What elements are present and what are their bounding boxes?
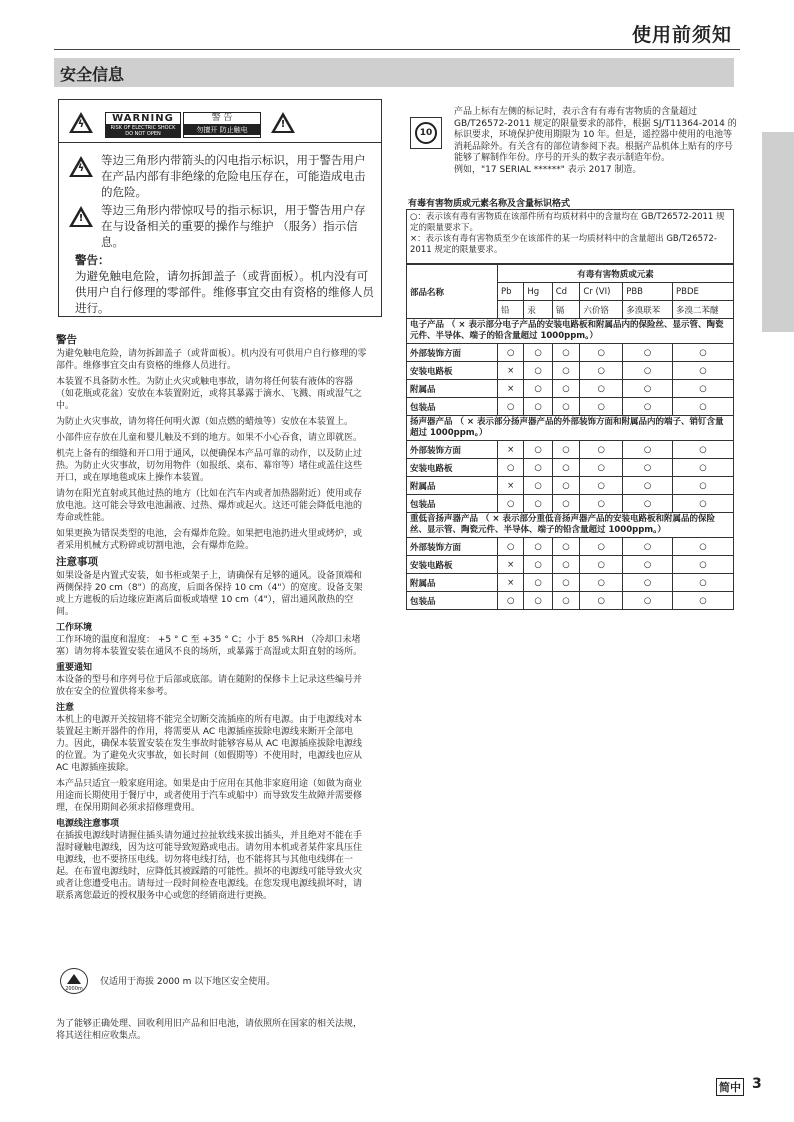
title-rule <box>54 49 740 50</box>
warning-note-title: 警告： <box>75 253 110 267</box>
warning-label-row <box>59 100 381 143</box>
substance-mark: ○ <box>673 592 734 610</box>
col-header-cn: 汞 <box>524 301 552 319</box>
substance-mark: ○ <box>623 574 673 592</box>
substance-mark: ○ <box>552 538 580 556</box>
col-header-cn: 六价铬 <box>580 301 623 319</box>
legend-circle: ○：表示该有毒有害物质在该部件所有均质材料中的含量均在 GB/T26572-2011 规定的限量要求下。 <box>410 212 725 233</box>
substance-mark: ○ <box>552 495 580 513</box>
paragraph: 本产品只适宜一般家庭用途。如果是由于应用在其他非家庭用途（如做为商业用途而长期使用于餐厅中，或者使用于汽车或船中）而导致发生故障并需要修理，在保用期间必须求招修理费用。 <box>56 779 363 813</box>
substance-mark: × <box>498 362 524 380</box>
substance-mark: ○ <box>673 556 734 574</box>
table-row <box>407 477 734 495</box>
warning-heading: 警告 <box>56 334 77 346</box>
paragraph: 请勿在阳光直射或其他过热的地方（比如在汽车内或者加热器附近）使用或存放电池。这可能会导致电池漏液、过热、爆炸或起火。这还可能会降低电池的寿命或性能。 <box>56 489 363 523</box>
table-legend <box>406 209 734 264</box>
group-header: 电子产品 （ × 表示部分电子产品的安装电路板和附属品内的保险丝、显示管、陶瓷元件、半导体、端子的铅含量超过 1000ppm。） <box>407 319 734 344</box>
hazardous-substances-table <box>406 264 734 610</box>
part-name: 外部装饰方面 <box>407 441 498 459</box>
lightning-triangle-icon: ϟ <box>69 112 93 133</box>
col-header: Hg <box>524 283 552 301</box>
substance-mark: ○ <box>524 380 552 398</box>
table-title: 有毒有害物质或元素名称及含量标识格式 <box>408 199 571 209</box>
substance-mark: ○ <box>498 398 524 416</box>
table-row <box>407 344 734 362</box>
cn-warning-label <box>183 112 261 138</box>
substance-mark: ○ <box>673 495 734 513</box>
substance-mark: ○ <box>673 344 734 362</box>
language-badge: 简中 <box>716 1078 744 1096</box>
substance-mark: ○ <box>673 441 734 459</box>
table-row <box>407 380 734 398</box>
part-name: 外部装饰方面 <box>407 344 498 362</box>
substance-mark: ○ <box>552 556 580 574</box>
col-header: Cd <box>552 283 580 301</box>
paragraph: 为防止火灾事故，请勿将任何明火源（如点燃的蜡烛等）安放在本装置上。 <box>56 417 354 427</box>
substance-mark: ○ <box>623 441 673 459</box>
legend-cross: ×：表示该有毒有害物质至少在该部件的某一均质材料中的含量超出 GB/T26572-2011 规定的限量要求。 <box>410 234 717 255</box>
substance-mark: ○ <box>580 574 623 592</box>
cn-warning-sub: 勿擅开 防止触电 <box>184 125 260 135</box>
altitude-text: 仅适用于海拔 2000 m 以下地区安全使用。 <box>100 977 276 987</box>
paragraph: 本机上的电源开关按钮将不能完全切断交流插座的所有电源。由于电源线对本装置起主断开器件的作用，将需要从 AC 电源插座拔除电源线来断开全部电力。因此，确保本装置安装在发生事故时能够容易从 AC 电源插座拔除电源线的位置。为了避免火灾事故，如长时间（如假期等）不使用时，电源线也应从 AC 电源插座拔除。 <box>56 715 363 773</box>
paragraph: 在插拔电源线时请握住插头请勿通过拉扯软线来拔出插头，并且绝对不能在手湿时碰触电源线，因为这可能导致短路或电击。请勿用本机或者某件家具压住电源线，也不要挤压电线。切勿将电线打结，也不能将其与其他电线绑在一起。在布置电源线时，应降低其被踩踏的可能性。损坏的电源线可能导致火灾或者让您遭受电击。请每过一段时间检查电源线。在您发现电源线损坏时，请联系离您最近的授权服务中心或您的经销商进行更换。 <box>56 831 363 901</box>
substance-mark: ○ <box>623 362 673 380</box>
substance-mark: ○ <box>524 477 552 495</box>
lightning-triangle-icon: ϟ <box>69 156 93 177</box>
table-row <box>407 592 734 610</box>
substance-mark: ○ <box>580 441 623 459</box>
col-header-cn: 多溴二苯醚 <box>673 301 734 319</box>
substance-mark: ○ <box>524 495 552 513</box>
substance-mark: ○ <box>524 592 552 610</box>
page-title: 使用前须知 <box>631 24 732 46</box>
recycling-note: 为了能够正确处理、回收利用旧产品和旧电池，请依照所在国家的相关法规，将其送往相应收集点。 <box>56 1019 363 1041</box>
rohs-example: 例如，"17 SERIAL ******" 表示 2017 制造。 <box>454 164 642 175</box>
substance-mark: ○ <box>552 398 580 416</box>
substance-mark: ○ <box>524 344 552 362</box>
substance-mark: ○ <box>524 362 552 380</box>
note-heading: 注意 <box>56 703 75 713</box>
table-row <box>407 495 734 513</box>
substance-mark: ○ <box>673 459 734 477</box>
warning-label-sub: RISK OF ELECTRIC SHOCK DO NOT OPEN <box>106 125 180 137</box>
paragraph: 工作环境的温度和湿度： +5 ° C 至 +35 ° C；小于 85 %RH （冷却口未堵塞）请勿将本装置安装在通风不良的场所，或暴露于高湿或太阳直射的场所。 <box>56 635 363 657</box>
substance-mark: ○ <box>623 556 673 574</box>
substance-mark: ○ <box>524 398 552 416</box>
substance-mark: ○ <box>623 495 673 513</box>
table-row <box>407 459 734 477</box>
environmental-use-period-icon: 10 <box>410 117 442 149</box>
table-row <box>407 362 734 380</box>
left-column <box>56 330 370 906</box>
rohs-intro-text: 产品上标有左侧的标记时，表示含有有毒有害物质的含量超过 GB/T26572-2011 规定的限量要求的部件，根据 SJ/T11364-2014 的标识要求，环境保护使用期限为 10 年。但是，遥控器中使用的电池等消耗品除外。有关含有的部位请参阅下表。根据产品机体上贴有的序号能够了解制作年份。序号的开头的数字表示制造年份。 <box>454 107 737 163</box>
substance-mark: ○ <box>580 398 623 416</box>
table-row <box>407 441 734 459</box>
substance-mark: ○ <box>623 380 673 398</box>
paragraph: 如果设备是内置式安装，如书柜或架子上，请确保有足够的通风。设备顶端和两侧保持 20 cm（8"）的高度，后面各保持 10 cm（4"）的宽度。设备支架或上方遮板的后边缘应距离后面板或墙壁 10 cm（4"），留出通风散热的空间。 <box>56 571 363 617</box>
substance-mark: ○ <box>524 556 552 574</box>
substance-mark: ○ <box>552 459 580 477</box>
part-name: 安装电路板 <box>407 556 498 574</box>
warning-note-text: 为避免触电危险，请勿拆卸盖子（或背面板）。机内没有可供用户自行修理的零部件。维修事宜交由有资格的维修人员进行。 <box>75 269 374 315</box>
part-name: 安装电路板 <box>407 459 498 477</box>
substance-mark: ○ <box>623 538 673 556</box>
col-header: PBDE <box>673 283 734 301</box>
substance-mark: ○ <box>498 538 524 556</box>
group-header: 重低音扬声器产品 （ × 表示部分重低音扬声器产品的安装电路板和附属品的保险丝、显示管、陶瓷元件、半导体、端子的铅含量超过 1000ppm。） <box>407 513 734 538</box>
rohs-intro <box>454 107 738 176</box>
substance-mark: ○ <box>623 477 673 495</box>
substance-mark: ○ <box>580 477 623 495</box>
warning-label <box>105 112 181 138</box>
exclamation-explanation: 等边三角形内带惊叹号的指示标识，用于警告用户存在与设备相关的重要的操作与维护 （服务）指示信息。 <box>101 203 366 249</box>
notice-heading: 重要通知 <box>56 663 93 673</box>
power-cord-heading: 电源线注意事项 <box>56 819 120 829</box>
substance-mark: × <box>498 556 524 574</box>
substance-mark: ○ <box>623 592 673 610</box>
table-row <box>407 574 734 592</box>
substance-mark: ○ <box>580 380 623 398</box>
exclamation-triangle-icon: ! <box>271 112 295 133</box>
altitude-icon: 2000m <box>60 968 88 994</box>
substance-mark: ○ <box>498 459 524 477</box>
col-header-cn: 镉 <box>552 301 580 319</box>
cn-warning-text: 警 告 <box>184 113 260 125</box>
substance-mark: ○ <box>580 538 623 556</box>
substance-mark: ○ <box>673 538 734 556</box>
part-name: 附属品 <box>407 574 498 592</box>
substance-mark: × <box>498 380 524 398</box>
part-name: 包装品 <box>407 398 498 416</box>
paragraph: 为避免触电危险，请勿拆卸盖子（或背面板）。机内没有可供用户自行修理的零部件。维修事宜交由有资格的维修人员进行。 <box>56 349 367 371</box>
col-header: Pb <box>498 283 524 301</box>
substance-mark: ○ <box>498 344 524 362</box>
lightning-explanation: 等边三角形内带箭头的闪电指示标识，用于警告用户在产品内部有非绝缘的危险电压存在，可能造成电击的危险。 <box>101 153 366 199</box>
part-name: 外部装饰方面 <box>407 538 498 556</box>
substance-mark: ○ <box>623 398 673 416</box>
table-row <box>407 538 734 556</box>
substance-mark: ○ <box>580 556 623 574</box>
substance-mark: ○ <box>552 380 580 398</box>
col-header: PBB <box>623 283 673 301</box>
substance-mark: ○ <box>580 362 623 380</box>
paragraph: 本设备的型号和序列号位于后部或底部。请在随附的保修卡上记录这些编号并放在安全的位置供将来参考。 <box>56 675 363 697</box>
group-header: 扬声器产品 （ × 表示部分扬声器产品的外部装饰方面和附属品内的端子、销钉含量超过 1000ppm。） <box>407 416 734 441</box>
substance-mark: ○ <box>580 459 623 477</box>
part-name: 附属品 <box>407 380 498 398</box>
substance-mark: ○ <box>498 592 524 610</box>
substance-mark: ○ <box>524 538 552 556</box>
col-header-cn: 铅 <box>498 301 524 319</box>
substance-mark: × <box>498 574 524 592</box>
table-row <box>407 398 734 416</box>
col-header-cn: 多溴联苯 <box>623 301 673 319</box>
paragraph: 小部件应存放在儿童和婴儿触及不到的地方。如果不小心吞食，请立即就医。 <box>56 433 363 443</box>
substance-mark: ○ <box>673 398 734 416</box>
table-row <box>407 556 734 574</box>
page-number: 3 <box>752 1076 762 1092</box>
substance-mark: × <box>498 441 524 459</box>
substance-mark: ○ <box>552 477 580 495</box>
warning-note <box>75 252 375 316</box>
substance-mark: ○ <box>580 592 623 610</box>
substance-mark: ○ <box>552 362 580 380</box>
substance-mark: ○ <box>673 477 734 495</box>
substances-header: 有毒有害物质或元素 <box>498 265 734 283</box>
environment-heading: 工作环境 <box>56 623 93 633</box>
substance-mark: ○ <box>673 380 734 398</box>
substance-mark: × <box>498 477 524 495</box>
substance-mark: ○ <box>623 344 673 362</box>
substance-mark: ○ <box>552 344 580 362</box>
part-name: 安装电路板 <box>407 362 498 380</box>
part-name-header: 部品名称 <box>407 265 498 319</box>
substance-mark: ○ <box>498 495 524 513</box>
part-name: 包装品 <box>407 495 498 513</box>
substance-mark: ○ <box>524 574 552 592</box>
substance-mark: ○ <box>673 574 734 592</box>
paragraph: 如果更换为错误类型的电池，会有爆炸危险。如果把电池扔进火里或烤炉，或者采用机械方式粉碎或切割电池，会有爆炸危险。 <box>56 529 363 551</box>
substance-mark: ○ <box>524 441 552 459</box>
caution-heading: 注意事项 <box>56 556 98 568</box>
part-name: 附属品 <box>407 477 498 495</box>
substance-mark: ○ <box>580 344 623 362</box>
substance-mark: ○ <box>552 574 580 592</box>
substance-mark: ○ <box>552 592 580 610</box>
substance-mark: ○ <box>580 495 623 513</box>
side-tab <box>762 132 794 332</box>
paragraph: 本装置不具备防水性。为防止火灾或触电事故，请勿将任何装有液体的容器（如花瓶或花盆）安放在本装置附近，或将其暴露于滴水、飞溅、雨或湿气之中。 <box>56 377 363 411</box>
substance-mark: ○ <box>552 441 580 459</box>
part-name: 包装品 <box>407 592 498 610</box>
warning-box <box>58 99 382 317</box>
col-header: Cr (VI) <box>580 283 623 301</box>
substance-mark: ○ <box>673 362 734 380</box>
exclamation-triangle-icon: ! <box>69 206 93 227</box>
section-title: 安全信息 <box>60 65 125 84</box>
warning-label-text: WARNING <box>106 113 180 125</box>
substance-mark: ○ <box>524 459 552 477</box>
substance-mark: ○ <box>623 459 673 477</box>
section-bar <box>54 58 734 87</box>
paragraph: 机壳上备有的细缝和开口用于通风，以便确保本产品可靠的动作，以及防止过热。为防止火灾事故，切勿用物件（如报纸、桌布、幕帘等）堵住或盖住这些开口，或在厚地毯或床上操作本装置。 <box>56 449 363 483</box>
